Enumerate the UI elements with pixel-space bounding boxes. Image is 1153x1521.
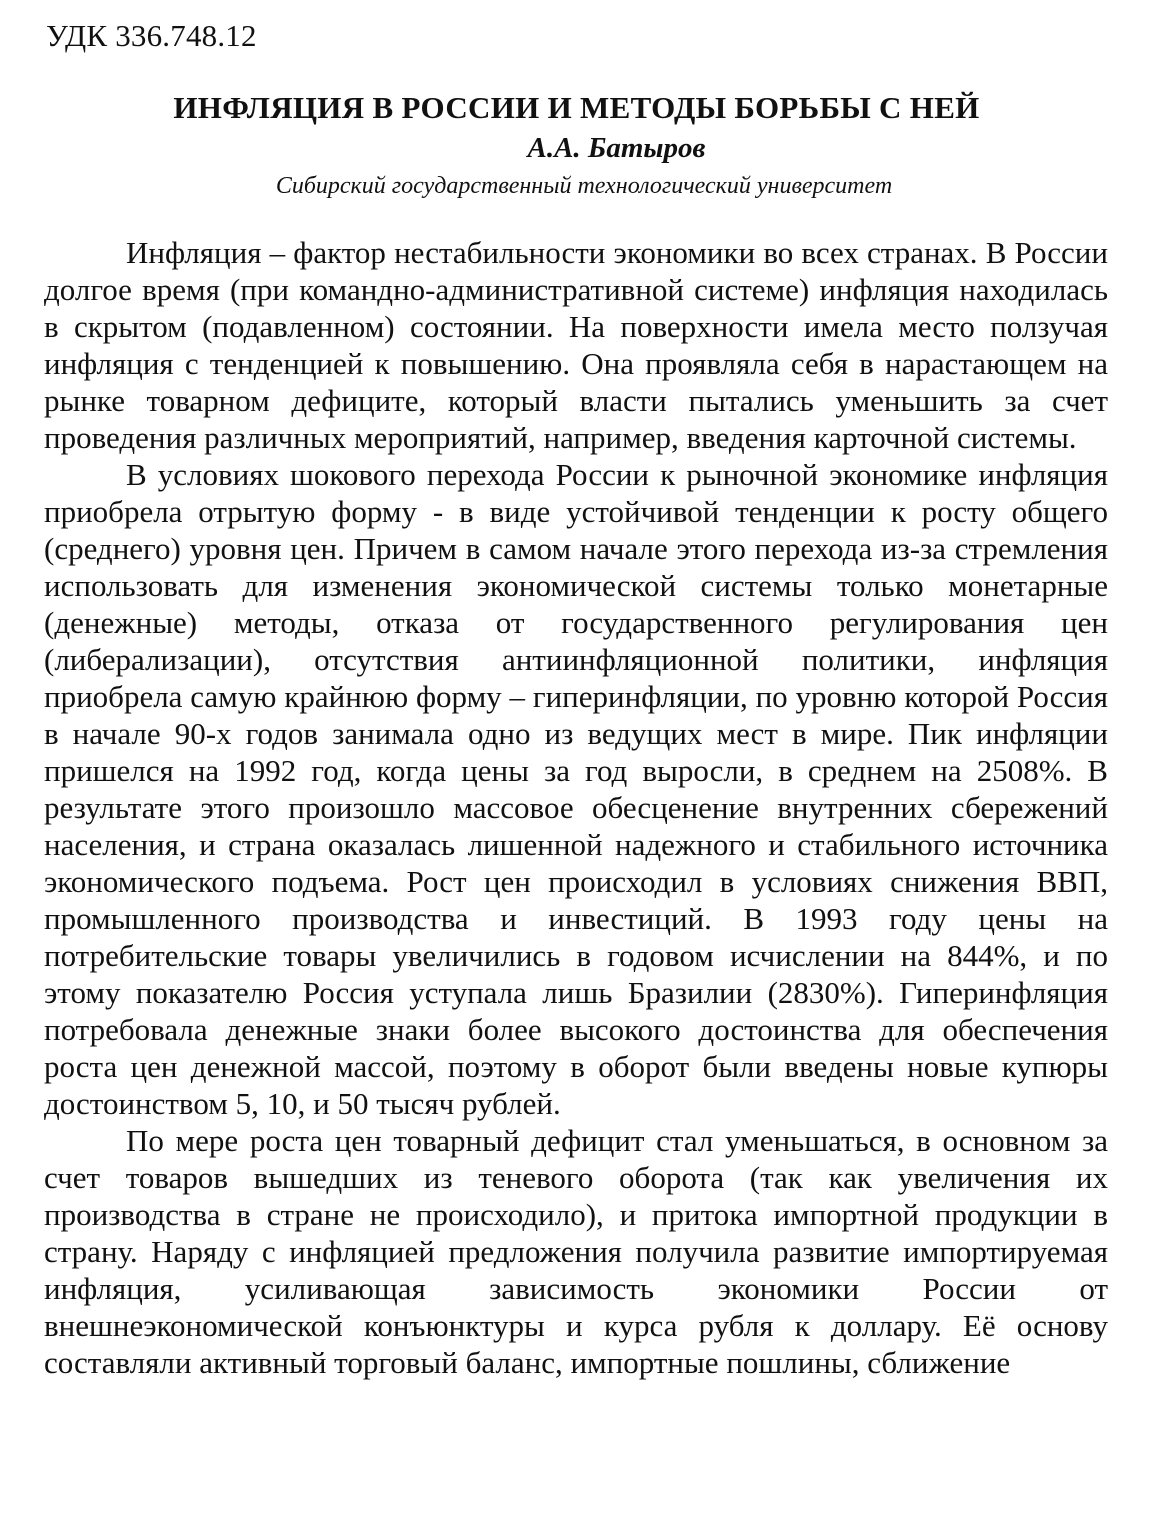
author-affiliation: Сибирский государственный технологический университет <box>275 173 893 199</box>
author-name: А.А. Батыров <box>527 132 706 164</box>
article-title: ИНФЛЯЦИЯ В РОССИИ И МЕТОДЫ БОРЬБЫ С НЕЙ <box>173 90 980 125</box>
paragraph-2: В условиях шокового перехода России к рыночной экономике инфляция приобрела отрытую форму - в виде устойчивой тенденции к росту общего (среднего) уровня цен. Причем в самом начале этого перехода из-за стремления использовать для изменения экономической системы только монетарные (денежные) методы, отказа от государственного регулирования цен (либерализации), отсутствия антиинфляционной политики, инфляция приобрела самую крайнюю форму – гиперинфляции, по уровню которой Россия в начале 90-х годов занимала одно из ведущих мест в мире. Пик инфляции пришелся на 1992 год, когда цены за год выросли, в среднем на 2508%. В результате этого произошло массовое обесценение внутренних сбережений населения, и страна оказалась лишенной надежного и стабильного источника экономического подъема. Рост цен происходил в условиях снижения ВВП, промышленного производства и инвестиций. В 1993 году цены на потребительские товары увеличились в годовом исчислении на 844%, и по этому показателю Россия уступала лишь Бразилии (2830%). Гиперинфляция потребовала денежные знаки более высокого достоинства для обеспечения роста цен денежной массой, поэтому в оборот были введены новые купюры достоинством 5, 10, и 50 тысяч рублей. <box>44 457 1108 1121</box>
udc-code: УДК 336.748.12 <box>46 18 257 53</box>
paragraph-3: По мере роста цен товарный дефицит стал уменьшаться, в основном за счет товаров вышедших из теневого оборота (так как увеличения их производства в стране не происходило), и притока импортной продукции в страну. Наряду с инфляцией предложения получила развитие импортируемая инфляция, усиливающая зависимость экономики России от внешнеэкономической конъюнктуры и курса рубля к доллару. Её основу составляли активный торговый баланс, импортные пошлины, сближение <box>44 1123 1108 1380</box>
paragraph-1: Инфляция – фактор нестабильности экономики во всех странах. В России долгое время (при командно-административной системе) инфляция находилась в скрытом (подавленном) состоянии. На поверхности имела место ползучая инфляция с тенденцией к повышению. Она проявляла себя в нарастающем на рынке товарном дефиците, который власти пытались уменьшить за счет проведения различных мероприятий, например, введения карточной системы. <box>44 235 1108 455</box>
article-body <box>44 234 1108 1381</box>
